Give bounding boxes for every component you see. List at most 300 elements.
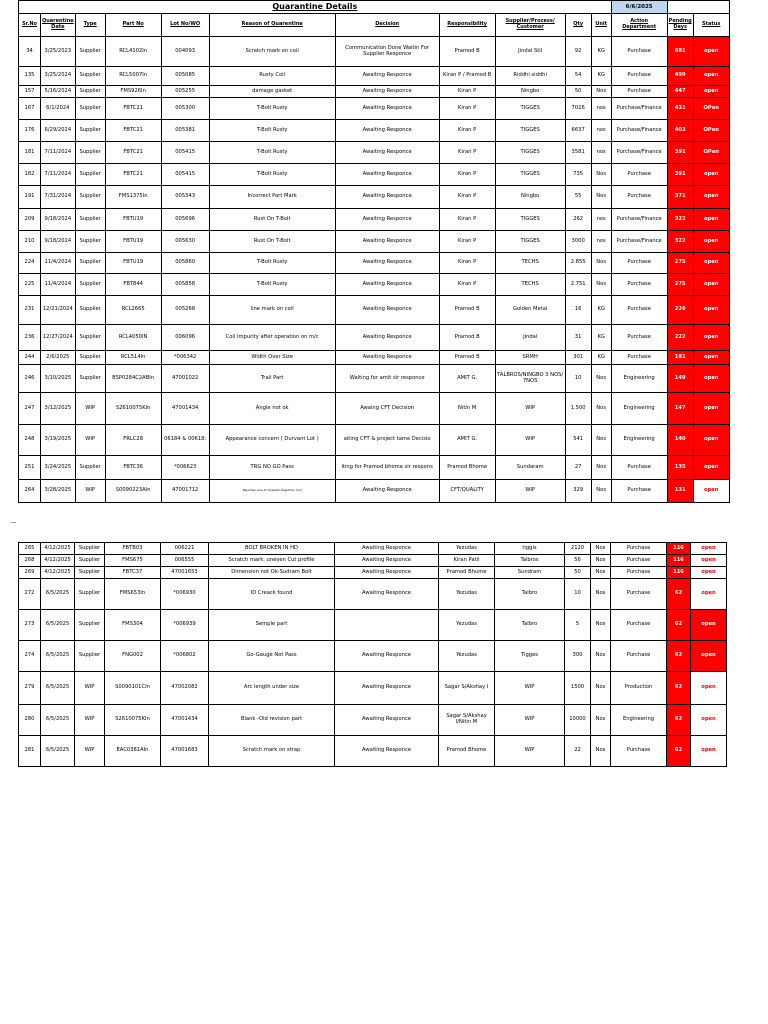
cell-part: RCL4050IN <box>105 325 161 351</box>
cell-dept: Purchase <box>611 164 667 186</box>
cell-date: 3/28/2025 <box>41 480 76 503</box>
table-row <box>19 274 730 296</box>
cell-decision <box>335 610 439 641</box>
cell-sr: 210 <box>19 231 41 253</box>
cell-unit: KG <box>591 296 611 325</box>
cell-supplier: Talbros <box>495 555 565 567</box>
cell-type: Supplier <box>75 274 105 296</box>
cell-resp: Pramod B <box>439 37 495 67</box>
cell-dept: Purchase/Finance <box>611 120 667 142</box>
cell-part: FBTU19 <box>105 231 161 253</box>
table-row <box>19 296 730 325</box>
cell-part: FBTU19 <box>105 209 161 231</box>
table-row <box>19 253 730 274</box>
cell-dept: Purchase <box>611 543 667 555</box>
cell-status: open <box>691 705 727 736</box>
cell-sr: 176 <box>19 120 41 142</box>
cell-unit: Nos <box>591 567 611 579</box>
cell-reason: Rejection due to Supplier Rejection Coil <box>209 480 335 503</box>
cell-date: 11/4/2024 <box>41 253 76 274</box>
cell-sr: 181 <box>19 142 41 164</box>
cell-part: FMS675 <box>105 555 161 567</box>
cell-pending: 116 <box>667 543 691 555</box>
cell-lot: 005381 <box>161 120 209 142</box>
cell-reason: Trail Part <box>209 365 335 393</box>
header-responsibility: Responsibility <box>439 14 495 37</box>
cell-date: 11/4/2024 <box>41 274 76 296</box>
cell-sr: 274 <box>19 641 41 672</box>
cell-sr: 182 <box>19 164 41 186</box>
cell-qty: 329 <box>565 480 591 503</box>
cell-reason: T-Bolt Rusty <box>209 164 335 186</box>
cell-lot: 47001712 <box>161 480 209 503</box>
cell-status: open <box>691 672 727 705</box>
cell-pending: 275 <box>667 253 693 274</box>
cell-decision: Awaiting Responce <box>335 296 439 325</box>
cell-supplier: Ningbo <box>495 186 565 209</box>
cell-reason: Width Over Size <box>209 351 335 365</box>
cell-status: open <box>693 86 729 98</box>
cell-supplier: TECHS <box>495 274 565 296</box>
cell-part: S0090223AIn <box>105 480 161 503</box>
cell-unit: Nos <box>591 555 611 567</box>
cell-unit: Nos <box>591 274 611 296</box>
cell-decision: iting for Pramod bhome sir respons <box>335 456 439 480</box>
cell-sr: 281 <box>19 736 41 767</box>
cell-date: 3/25/2023 <box>41 37 76 67</box>
cell-qty: 16 <box>565 296 591 325</box>
cell-dept: Purchase <box>611 37 667 67</box>
cell-unit: Nos <box>591 641 611 672</box>
cell-dept: Purchase/Finance <box>611 98 667 120</box>
cell-qty: 92 <box>565 37 591 67</box>
cell-sr: 273 <box>19 610 41 641</box>
cell-resp: Kiran P <box>439 274 495 296</box>
cell-part: FBTB03 <box>105 543 161 555</box>
cell-supplier: WIP <box>495 393 565 425</box>
cell-resp: Sagar S/Akshay I/Nitin M <box>439 705 495 736</box>
cell-part: FRLC28 <box>105 425 161 456</box>
cell-qty: 735 <box>565 164 591 186</box>
cell-pending: 131 <box>667 480 693 503</box>
cell-unit: nos <box>591 209 611 231</box>
cell-status: open <box>693 67 729 86</box>
cell-type: Supplier <box>75 120 105 142</box>
cell-decision: Awaiting Responce <box>335 641 439 672</box>
cell-lot: 47001683 <box>161 736 209 767</box>
cell-decision: Awaiting Responce <box>335 86 439 98</box>
cell-dept: Purchase <box>611 555 667 567</box>
header-sr-no: Sr.No <box>19 14 41 37</box>
cell-pending: 275 <box>667 274 693 296</box>
cell-resp: Kiran P <box>439 209 495 231</box>
cell-part: RCL2665 <box>105 296 161 325</box>
cell-reason: T-Bolt Rusty <box>209 253 335 274</box>
cell-resp: Pramod B <box>439 325 495 351</box>
cell-sr: 265 <box>19 543 41 555</box>
cell-unit: KG <box>591 67 611 86</box>
cell-resp: Nitin M <box>439 393 495 425</box>
cell-qty: 541 <box>565 425 591 456</box>
cell-pending: 116 <box>667 555 691 567</box>
table-row <box>19 555 727 567</box>
cell-resp: AMIT G. <box>439 425 495 456</box>
cell-supplier: TIGGES <box>495 98 565 120</box>
table-row <box>19 186 730 209</box>
cell-qty: 55 <box>565 186 591 209</box>
cell-resp: Pramod Bhome <box>439 456 495 480</box>
cell-sr: 224 <box>19 253 41 274</box>
cell-supplier: Sundaram <box>495 456 565 480</box>
cell-sr: 225 <box>19 274 41 296</box>
cell-qty: 27 <box>565 456 591 480</box>
cell-supplier: TIGGES <box>495 142 565 164</box>
cell-decision: Awaing CFT Decision <box>335 393 439 425</box>
cell-resp: Pramod Bhume <box>439 567 495 579</box>
cell-pending: 226 <box>667 296 693 325</box>
cell-dept: Purchase <box>611 67 667 86</box>
cell-pending: 62 <box>667 705 691 736</box>
cell-resp: Pramod Bhome <box>439 736 495 767</box>
cell-resp: Kiran P <box>439 253 495 274</box>
cell-pending: 322 <box>667 209 693 231</box>
cell-supplier: TIGGES <box>495 231 565 253</box>
cell-qty: 262 <box>565 209 591 231</box>
cell-decision: Awaiting Responce <box>335 555 439 567</box>
cell-qty: 300 <box>565 641 591 672</box>
cell-sr: 269 <box>19 567 41 579</box>
cell-reason: line mark on coil <box>209 296 335 325</box>
cell-sr: 279 <box>19 672 41 705</box>
cell-type: Supplier <box>75 555 105 567</box>
cell-decision: Awaiting Responce <box>335 672 439 705</box>
cell-status: open <box>693 209 729 231</box>
cell-dept: Purchase <box>611 641 667 672</box>
cell-status: open <box>693 274 729 296</box>
cell-sr: 167 <box>19 98 41 120</box>
cell-resp: Kiran P <box>439 186 495 209</box>
cell-type: Supplier <box>75 67 105 86</box>
cell-unit: nos <box>591 142 611 164</box>
cell-dept: Purchase <box>611 610 667 641</box>
cell-dept: Purchase <box>611 579 667 610</box>
cell-unit: KG <box>591 351 611 365</box>
cell-pending: 147 <box>667 393 693 425</box>
cell-status: open <box>693 296 729 325</box>
cell-type: WIP <box>75 480 105 503</box>
cell-dept: Engineering <box>611 365 667 393</box>
cell-status: open <box>691 579 727 610</box>
table-row <box>19 209 730 231</box>
cell-status: OPen <box>693 120 729 142</box>
cell-supplier: Sundram <box>495 567 565 579</box>
cell-type: Supplier <box>75 86 105 98</box>
cell-dept: Purchase <box>611 274 667 296</box>
cell-status: open <box>693 480 729 503</box>
cell-decision: Awaiting Responce <box>335 736 439 767</box>
cell-pending: 322 <box>667 231 693 253</box>
cell-dept: Purchase/Finance <box>611 209 667 231</box>
cell-dept: Purchase <box>611 456 667 480</box>
cell-status: open <box>693 365 729 393</box>
cell-sr: 248 <box>19 425 41 456</box>
cell-decision: Awaiting Responce <box>335 186 439 209</box>
cell-date: 6/5/2025 <box>41 672 75 705</box>
cell-sr: 246 <box>19 365 41 393</box>
cell-supplier: WIP <box>495 672 565 705</box>
cell-unit: Nos <box>591 480 611 503</box>
cell-pending: 391 <box>667 164 693 186</box>
cell-supplier: tiggis <box>495 543 565 555</box>
cell-sr: 244 <box>19 351 41 365</box>
cell-resp: Kiran P / Pramod B <box>439 67 495 86</box>
cell-status: open <box>691 641 727 672</box>
cell-reason: Arc length under size <box>209 672 335 705</box>
report-date: 6/6/2025 <box>611 1 667 14</box>
table-row <box>19 351 730 365</box>
cell-lot: *006802 <box>161 641 209 672</box>
cell-status: open <box>691 736 727 767</box>
cell-dept: Production <box>611 672 667 705</box>
header-part-no: Part No <box>105 14 161 37</box>
cell-date: 3/24/2025 <box>41 456 76 480</box>
cell-date: 4/12/2025 <box>41 555 75 567</box>
cell-date: 3/12/2025 <box>41 393 76 425</box>
cell-reason: ID Creack found <box>209 579 335 610</box>
cell-reason: Rust On T-Bolt <box>209 231 335 253</box>
cell-part: RCL4102In <box>105 37 161 67</box>
cell-type: Supplier <box>75 164 105 186</box>
cell-date: 6/5/2025 <box>41 610 75 641</box>
cell-lot: 06184 & 00618: <box>161 425 209 456</box>
cell-status: open <box>693 253 729 274</box>
table-row <box>19 164 730 186</box>
cell-unit: Nos <box>591 736 611 767</box>
cell-dept: Purchase <box>611 351 667 365</box>
cell-decision: Awaiting Responce <box>335 351 439 365</box>
table-row <box>19 705 727 736</box>
cell-sr: 231 <box>19 296 41 325</box>
cell-qty: 22 <box>565 736 591 767</box>
cell-type: WIP <box>75 425 105 456</box>
cell-resp: Kiran P <box>439 142 495 164</box>
cell-lot: 004093 <box>161 37 209 67</box>
cell-lot: *006939 <box>161 610 209 641</box>
cell-part: RCL514In <box>105 351 161 365</box>
cell-pending: 391 <box>667 142 693 164</box>
cell-lot: 005415 <box>161 164 209 186</box>
cell-date: 7/11/2024 <box>41 142 76 164</box>
table-row <box>19 37 730 67</box>
cell-reason: Scratch mark on coil <box>209 37 335 67</box>
cell-decision: Awaiting Responce <box>335 274 439 296</box>
cell-qty: 10 <box>565 365 591 393</box>
cell-reason: Coil Impurity after operation on m/c <box>209 325 335 351</box>
cell-lot: *006623 <box>161 456 209 480</box>
header-supplier: Supplier/Process/ Customer <box>495 14 565 37</box>
cell-resp: Yezudas <box>439 579 495 610</box>
cell-reason: Go-Gauge Not Pass <box>209 641 335 672</box>
cell-unit: Nos <box>591 393 611 425</box>
cell-part: FBTU19 <box>105 253 161 274</box>
cell-qty: 3581 <box>565 142 591 164</box>
cell-pending: 403 <box>667 120 693 142</box>
cell-pending: 447 <box>667 86 693 98</box>
cell-sr: 135 <box>19 67 41 86</box>
cell-unit: Nos <box>591 253 611 274</box>
separator-mark <box>11 522 16 523</box>
cell-qty: 2.751 <box>565 274 591 296</box>
cell-type: WIP <box>75 736 105 767</box>
cell-date: 7/31/2024 <box>41 186 76 209</box>
cell-supplier: Talbro <box>495 579 565 610</box>
cell-decision: Awaiting Responce <box>335 325 439 351</box>
cell-decision: Awaiting Responce <box>335 67 439 86</box>
cell-status: OPen <box>693 98 729 120</box>
cell-resp: AMIT G. <box>439 365 495 393</box>
cell-sr: 280 <box>19 705 41 736</box>
header-action-department: Action Department <box>611 14 667 37</box>
cell-resp: Kiran P <box>439 86 495 98</box>
cell-part: FMS1375In <box>105 186 161 209</box>
cell-reason: Blank -Old revision part <box>209 705 335 736</box>
cell-qty: 10000 <box>565 705 591 736</box>
cell-date: 3/10/2025 <box>41 365 76 393</box>
cell-type: Supplier <box>75 579 105 610</box>
cell-status: open <box>693 351 729 365</box>
cell-part: FNG002 <box>105 641 161 672</box>
header-row <box>19 14 730 37</box>
table-row <box>19 67 730 86</box>
cell-dept: Purchase <box>611 480 667 503</box>
cell-unit: Nos <box>591 86 611 98</box>
cell-type: WIP <box>75 393 105 425</box>
cell-decision: Awaiting Responce <box>335 120 439 142</box>
table-row <box>19 456 730 480</box>
cell-dept: Purchase <box>611 567 667 579</box>
cell-qty: 54 <box>565 67 591 86</box>
cell-lot: 005858 <box>161 274 209 296</box>
cell-sr: 209 <box>19 209 41 231</box>
cell-qty: 10 <box>565 579 591 610</box>
cell-unit: Nos <box>591 186 611 209</box>
table-row <box>19 579 727 610</box>
cell-pending: 116 <box>667 567 691 579</box>
table-row <box>19 325 730 351</box>
cell-type: Supplier <box>75 296 105 325</box>
cell-resp: Sagar S/Akshay I <box>439 672 495 705</box>
cell-sr: 264 <box>19 480 41 503</box>
cell-part: FBTC21 <box>105 164 161 186</box>
cell-lot: 005630 <box>161 231 209 253</box>
cell-qty: 7026 <box>565 98 591 120</box>
table-row <box>19 425 730 456</box>
cell-lot: *006930 <box>161 579 209 610</box>
cell-lot: 006221 <box>161 543 209 555</box>
cell-supplier: WIP <box>495 736 565 767</box>
cell-part: FMS304 <box>105 610 161 641</box>
table-row <box>19 672 727 705</box>
cell-lot: 47001434 <box>161 393 209 425</box>
cell-decision: aiting CFT & project tame Decisio <box>335 425 439 456</box>
cell-part: FBTC37 <box>105 567 161 579</box>
cell-status: OPen <box>693 142 729 164</box>
cell-supplier: WIP <box>495 425 565 456</box>
cell-resp: Pramod B <box>439 351 495 365</box>
cell-pending: 181 <box>667 351 693 365</box>
cell-resp: Kiran P <box>439 120 495 142</box>
cell-sr: 251 <box>19 456 41 480</box>
cell-qty: 2120 <box>565 543 591 555</box>
table-row <box>19 567 727 579</box>
cell-unit: Nos <box>591 425 611 456</box>
cell-resp: Yezudas <box>439 641 495 672</box>
cell-lot: 005696 <box>161 209 209 231</box>
cell-pending: 499 <box>667 67 693 86</box>
cell-supplier: TECHS <box>495 253 565 274</box>
cell-status: open <box>691 543 727 555</box>
cell-resp: Kiran P <box>439 231 495 253</box>
cell-dept: Purchase <box>611 325 667 351</box>
cell-reason: T-Bolt Rusty <box>209 98 335 120</box>
cell-part: S2610075KIn <box>105 393 161 425</box>
cell-part: FMS926In <box>105 86 161 98</box>
cell-unit: nos <box>591 231 611 253</box>
cell-date: 6/5/2025 <box>41 705 75 736</box>
cell-lot: 006096 <box>161 325 209 351</box>
cell-status: open <box>693 37 729 67</box>
cell-date: 4/12/2025 <box>41 543 75 555</box>
cell-sr: 157 <box>19 86 41 98</box>
cell-decision: Awaiting Responce <box>335 209 439 231</box>
blank-cell <box>667 1 729 14</box>
cell-status: open <box>693 186 729 209</box>
cell-pending: 62 <box>667 736 691 767</box>
cell-pending: 135 <box>667 456 693 480</box>
cell-sr: 236 <box>19 325 41 351</box>
cell-part: FBTC21 <box>105 142 161 164</box>
cell-decision: Communication Done Waitin For Supplier Responce <box>335 37 439 67</box>
cell-supplier: SRMH <box>495 351 565 365</box>
cell-dept: Purchase <box>611 253 667 274</box>
cell-type: Supplier <box>75 325 105 351</box>
cell-date: 12/21/2024 <box>41 296 76 325</box>
cell-decision: Awaiting Responce <box>335 567 439 579</box>
cell-reason: BOLT BROKEN IN HD <box>209 543 335 555</box>
cell-pending: 140 <box>667 425 693 456</box>
cell-resp: Kiran P <box>439 164 495 186</box>
cell-date: 5/16/2024 <box>41 86 76 98</box>
cell-dept: Engineering <box>611 425 667 456</box>
cell-supplier: Jindal <box>495 325 565 351</box>
cell-dept: Purchase <box>611 86 667 98</box>
cell-supplier: WIP <box>495 705 565 736</box>
table-row <box>19 142 730 164</box>
cell-unit: Nos <box>591 705 611 736</box>
cell-decision: Awaiting Responce <box>335 253 439 274</box>
cell-lot: 47001434 <box>161 705 209 736</box>
cell-pending: 62 <box>667 672 691 705</box>
cell-reason: Semple part <box>209 610 335 641</box>
cell-qty: 301 <box>565 351 591 365</box>
cell-qty: 1500 <box>565 672 591 705</box>
cell-type: Supplier <box>75 142 105 164</box>
cell-unit: KG <box>591 37 611 67</box>
cell-unit: KG <box>591 325 611 351</box>
table-row <box>19 86 730 98</box>
cell-resp: Pramod B <box>439 296 495 325</box>
cell-part: FBTC36 <box>105 456 161 480</box>
